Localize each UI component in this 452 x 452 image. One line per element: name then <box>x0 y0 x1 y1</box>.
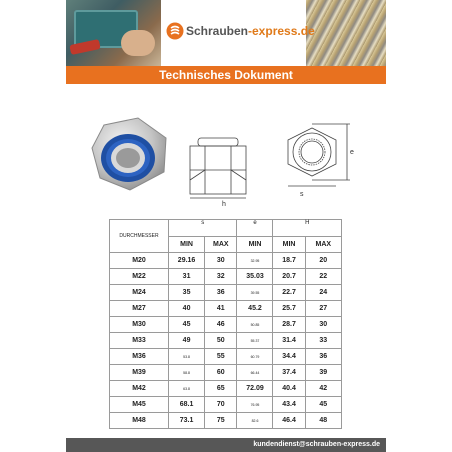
s-max-cell: 65 <box>205 381 237 397</box>
size-cell: M20 <box>110 253 169 269</box>
s-min-cell: 35 <box>169 285 205 301</box>
footer-email[interactable]: kundendienst@schrauben-express.de <box>253 441 380 448</box>
size-cell: M22 <box>110 269 169 285</box>
header-h-min: MIN <box>273 237 305 253</box>
s-min-cell: 49 <box>169 333 205 349</box>
h-min-cell: 46.4 <box>273 413 305 429</box>
h-min-cell: 43.4 <box>273 397 305 413</box>
h-max-cell: 27 <box>305 301 341 317</box>
e-min-cell: 45.2 <box>237 301 273 317</box>
logo-text <box>186 24 315 38</box>
footer-bar <box>66 438 386 452</box>
s-max-cell: 30 <box>205 253 237 269</box>
s-min-cell: 58.8 <box>169 365 205 381</box>
e-min-cell: 66.44 <box>237 365 273 381</box>
hand <box>121 30 155 56</box>
e-min-cell: 60.79 <box>237 349 273 365</box>
s-min-cell: 68.1 <box>169 397 205 413</box>
e-min-cell: 72.09 <box>237 381 273 397</box>
header-s: s <box>169 220 237 237</box>
h-min-cell: 18.7 <box>273 253 305 269</box>
size-cell: M48 <box>110 413 169 429</box>
h-max-cell: 22 <box>305 269 341 285</box>
h-min-cell: 40.4 <box>273 381 305 397</box>
size-cell: M33 <box>110 333 169 349</box>
s-max-cell: 70 <box>205 397 237 413</box>
h-max-cell: 20 <box>305 253 341 269</box>
logo-suffix: -express.de <box>248 24 315 38</box>
header-s-min: MIN <box>169 237 205 253</box>
size-cell: M45 <box>110 397 169 413</box>
logo-icon <box>166 22 184 40</box>
s-max-cell: 46 <box>205 317 237 333</box>
h-max-cell: 42 <box>305 381 341 397</box>
h-max-cell: 30 <box>305 317 341 333</box>
s-min-cell: 29.16 <box>169 253 205 269</box>
s-max-cell: 50 <box>205 333 237 349</box>
workshop-photo <box>66 0 161 66</box>
dim-h-label: h <box>222 201 226 208</box>
nut-side-view <box>190 138 246 198</box>
header-row-top <box>110 220 342 237</box>
table-row <box>110 301 342 317</box>
table-row <box>110 349 342 365</box>
s-min-cell: 53.8 <box>169 349 205 365</box>
s-max-cell: 32 <box>205 269 237 285</box>
header-s-max: MAX <box>205 237 237 253</box>
nut-photo <box>92 118 166 190</box>
e-min-cell: 35.03 <box>237 269 273 285</box>
h-max-cell: 39 <box>305 365 341 381</box>
dimension-table <box>109 219 342 429</box>
h-min-cell: 25.7 <box>273 301 305 317</box>
header-diameter: DURCHMESSER <box>110 220 169 253</box>
header-h: H <box>273 220 342 237</box>
header-banner <box>66 0 386 66</box>
table-row <box>110 397 342 413</box>
table-row <box>110 269 342 285</box>
document-page <box>66 0 386 452</box>
table-row <box>110 333 342 349</box>
logo-name: Schrauben <box>186 24 249 38</box>
nut-drawings <box>66 100 386 220</box>
s-max-cell: 36 <box>205 285 237 301</box>
table-row <box>110 365 342 381</box>
dim-e-label: e <box>350 149 354 156</box>
header-e: e <box>237 220 273 237</box>
h-min-cell: 31.4 <box>273 333 305 349</box>
h-max-cell: 24 <box>305 285 341 301</box>
e-min-cell: 82.6 <box>237 413 273 429</box>
screws-photo <box>306 0 386 66</box>
dim-s-label: s <box>300 191 304 198</box>
header-e-min: MIN <box>237 237 273 253</box>
e-min-cell: 32.95 <box>237 253 273 269</box>
h-min-cell: 37.4 <box>273 365 305 381</box>
s-min-cell: 45 <box>169 317 205 333</box>
h-max-cell: 45 <box>305 397 341 413</box>
s-min-cell: 73.1 <box>169 413 205 429</box>
h-min-cell: 22.7 <box>273 285 305 301</box>
h-min-cell: 34.4 <box>273 349 305 365</box>
table-row <box>110 253 342 269</box>
h-min-cell: 28.7 <box>273 317 305 333</box>
e-min-cell: 55.37 <box>237 333 273 349</box>
size-cell: M36 <box>110 349 169 365</box>
h-max-cell: 48 <box>305 413 341 429</box>
size-cell: M30 <box>110 317 169 333</box>
size-cell: M42 <box>110 381 169 397</box>
header-h-max: MAX <box>305 237 341 253</box>
e-min-cell: 76.95 <box>237 397 273 413</box>
table-row <box>110 381 342 397</box>
nut-front-view <box>288 124 350 186</box>
table-row <box>110 317 342 333</box>
table-row <box>110 413 342 429</box>
h-min-cell: 20.7 <box>273 269 305 285</box>
s-min-cell: 31 <box>169 269 205 285</box>
s-max-cell: 75 <box>205 413 237 429</box>
table-row <box>110 285 342 301</box>
size-cell: M24 <box>110 285 169 301</box>
h-max-cell: 33 <box>305 333 341 349</box>
s-min-cell: 40 <box>169 301 205 317</box>
e-min-cell: 50.85 <box>237 317 273 333</box>
s-max-cell: 41 <box>205 301 237 317</box>
size-cell: M39 <box>110 365 169 381</box>
document-title: Technisches Dokument <box>159 68 293 82</box>
s-max-cell: 60 <box>205 365 237 381</box>
size-cell: M27 <box>110 301 169 317</box>
h-max-cell: 36 <box>305 349 341 365</box>
s-min-cell: 63.8 <box>169 381 205 397</box>
s-max-cell: 55 <box>205 349 237 365</box>
e-min-cell: 39.55 <box>237 285 273 301</box>
